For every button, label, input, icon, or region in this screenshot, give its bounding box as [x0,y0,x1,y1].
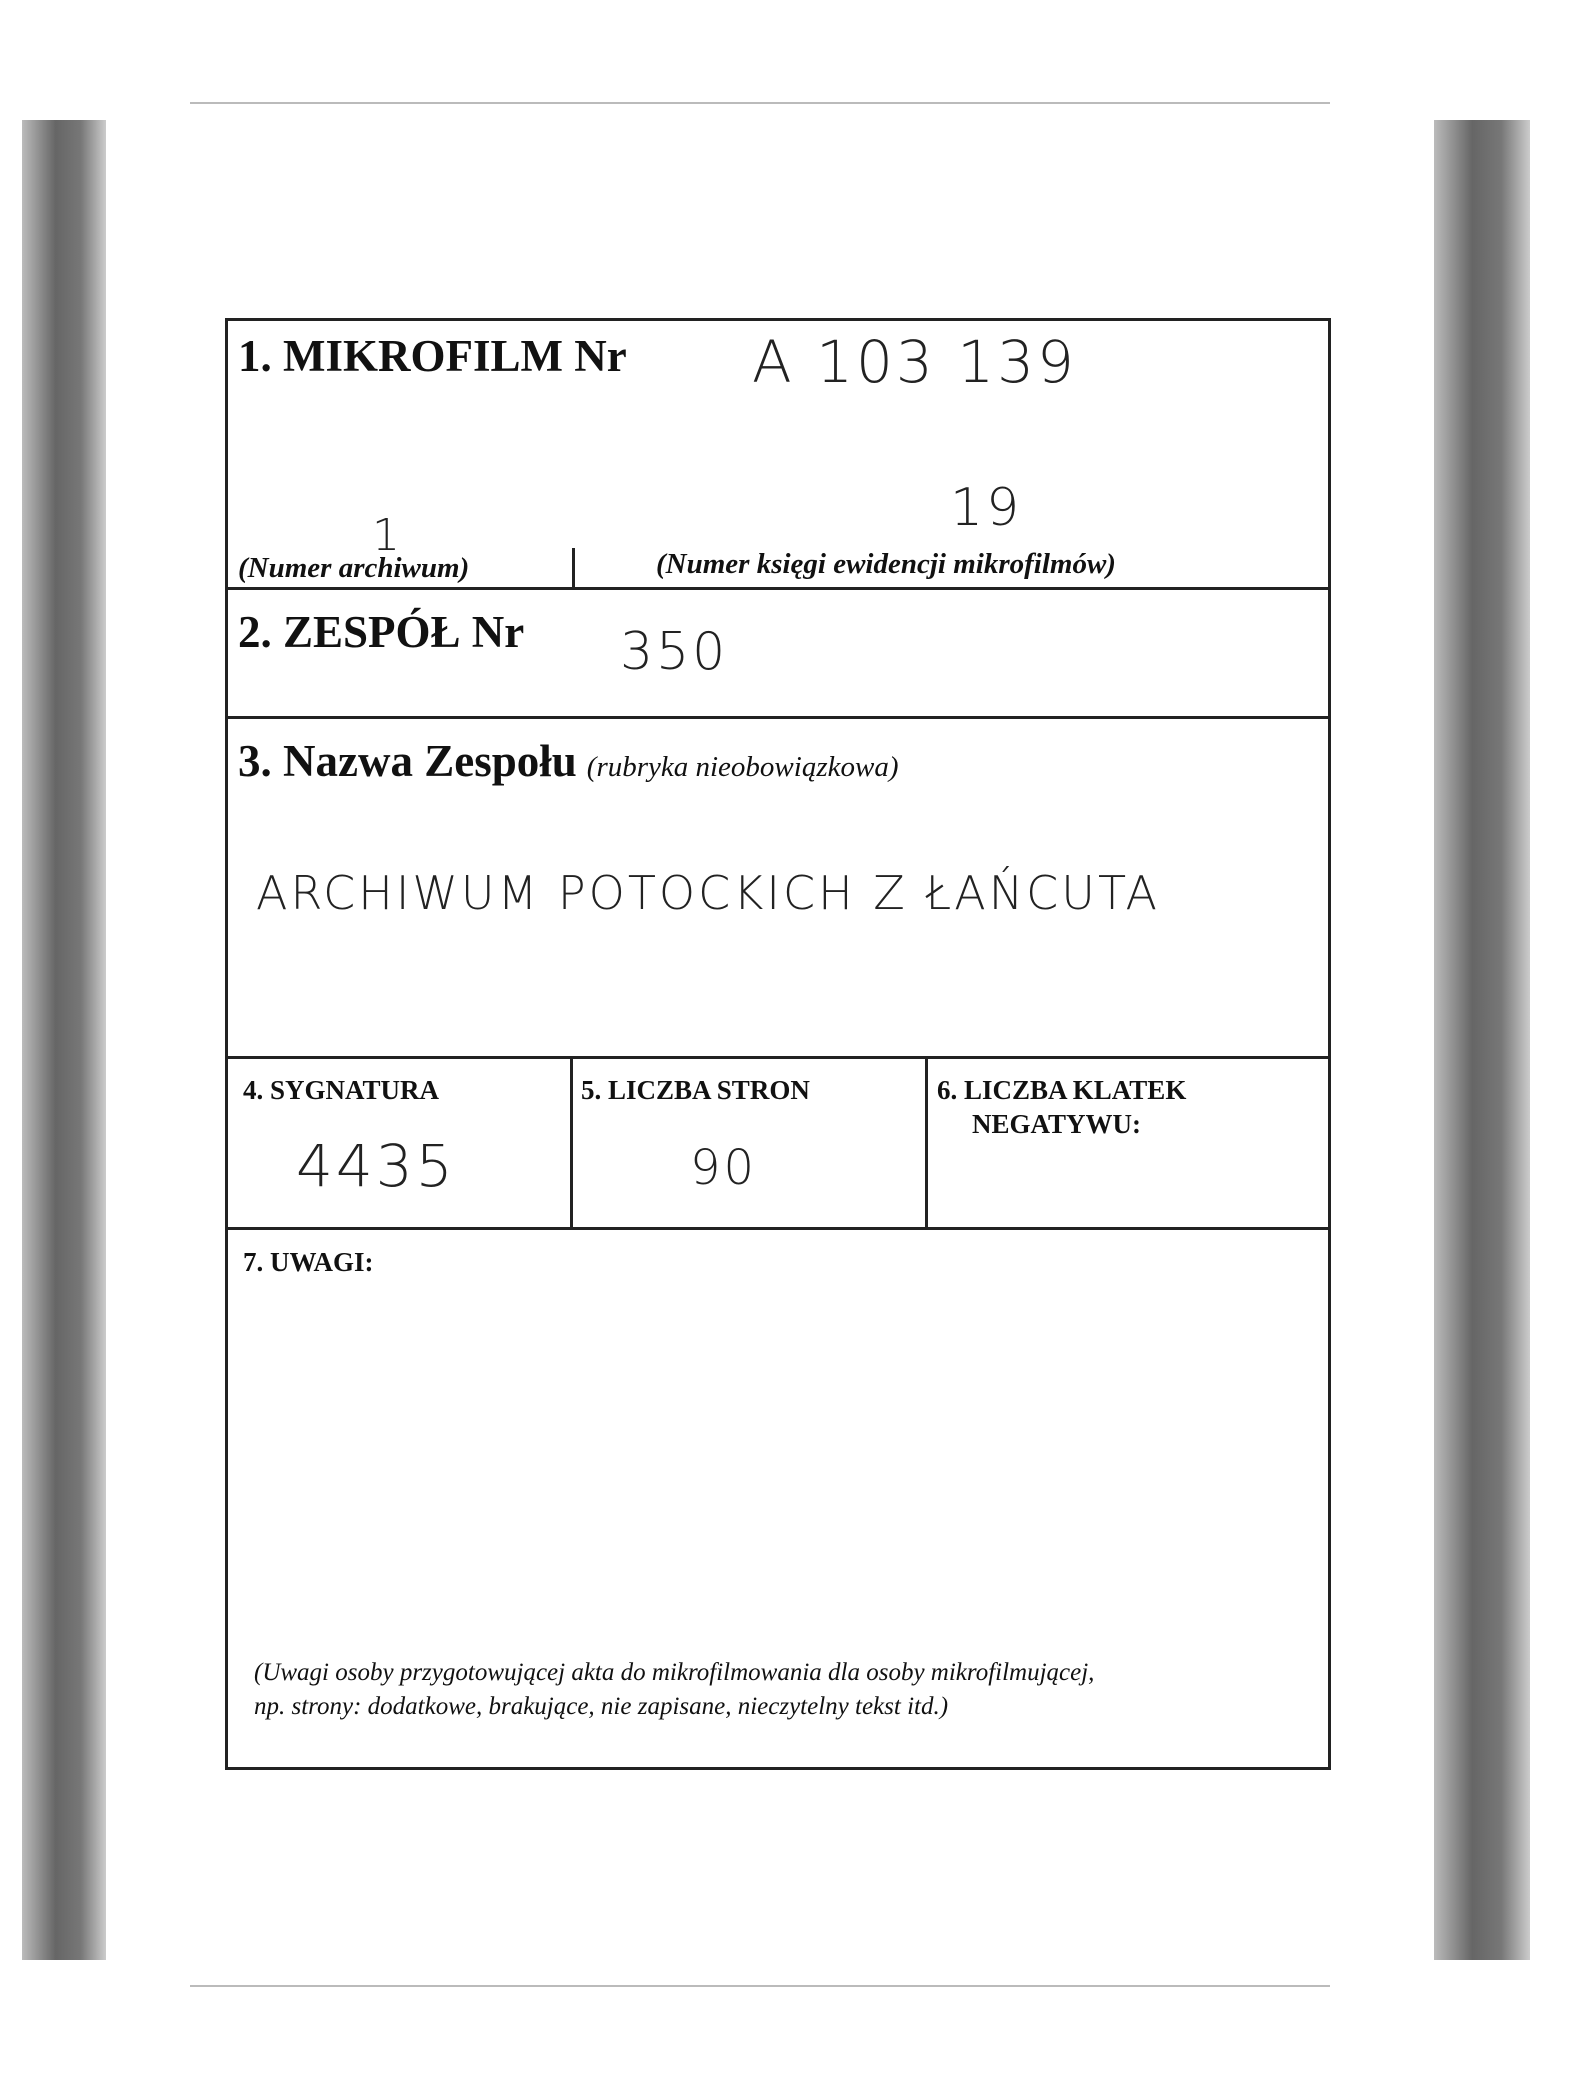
archive-number-label: (Numer archiwum) [238,552,470,584]
fonds-number-value: 350 [620,622,729,682]
divider [225,716,1328,719]
frame-count-label-2: NEGATYWU: [972,1109,1142,1139]
divider [225,1227,1328,1230]
fonds-name-value: ARCHIWUM POTOCKICH Z ŁAŃCUTA [256,866,1160,920]
divider [225,1056,1328,1059]
frame-count-label: 6. LICZBA KLATEK [937,1075,1187,1105]
fonds-name-heading [238,735,899,787]
page-count-label: 5. LICZBA STRON [581,1075,810,1105]
signature-label: 4. SYGNATURA [243,1075,440,1105]
divider [572,548,575,588]
signature-value: 4435 [296,1132,456,1200]
remarks-label: 7. UWAGI: [243,1247,374,1277]
archive-number-value: 1 [372,510,403,561]
page-count-value: 90 [690,1140,758,1196]
scan-edge-bottom [190,1985,1330,1987]
microfilm-number-value: A 103 139 [752,328,1077,396]
register-number-value: 19 [950,478,1023,538]
remarks-note-line-1: (Uwagi osoby przygotowującej akta do mikrofilmowania dla osoby mikrofilmującej, [254,1659,1095,1686]
remarks-note-line-2: np. strony: dodatkowe, brakujące, nie zapisane, nieczytelny tekst itd.) [254,1693,949,1720]
fonds-name-label: 3. Nazwa Zespołu [238,736,577,786]
scan-edge-top [190,102,1330,104]
microfilm-number-label: 1. MIKROFILM Nr [238,331,627,381]
fonds-number-label: 2. ZESPÓŁ Nr [238,607,525,657]
divider [570,1056,573,1227]
divider [925,1056,928,1227]
scan-edge-right [1434,120,1530,1960]
register-number-label: (Numer księgi ewidencji mikrofilmów) [656,548,1116,580]
scan-edge-left [22,120,106,1960]
divider [225,587,1328,590]
fonds-name-hint: (rubryka nieobowiązkowa) [586,751,899,783]
